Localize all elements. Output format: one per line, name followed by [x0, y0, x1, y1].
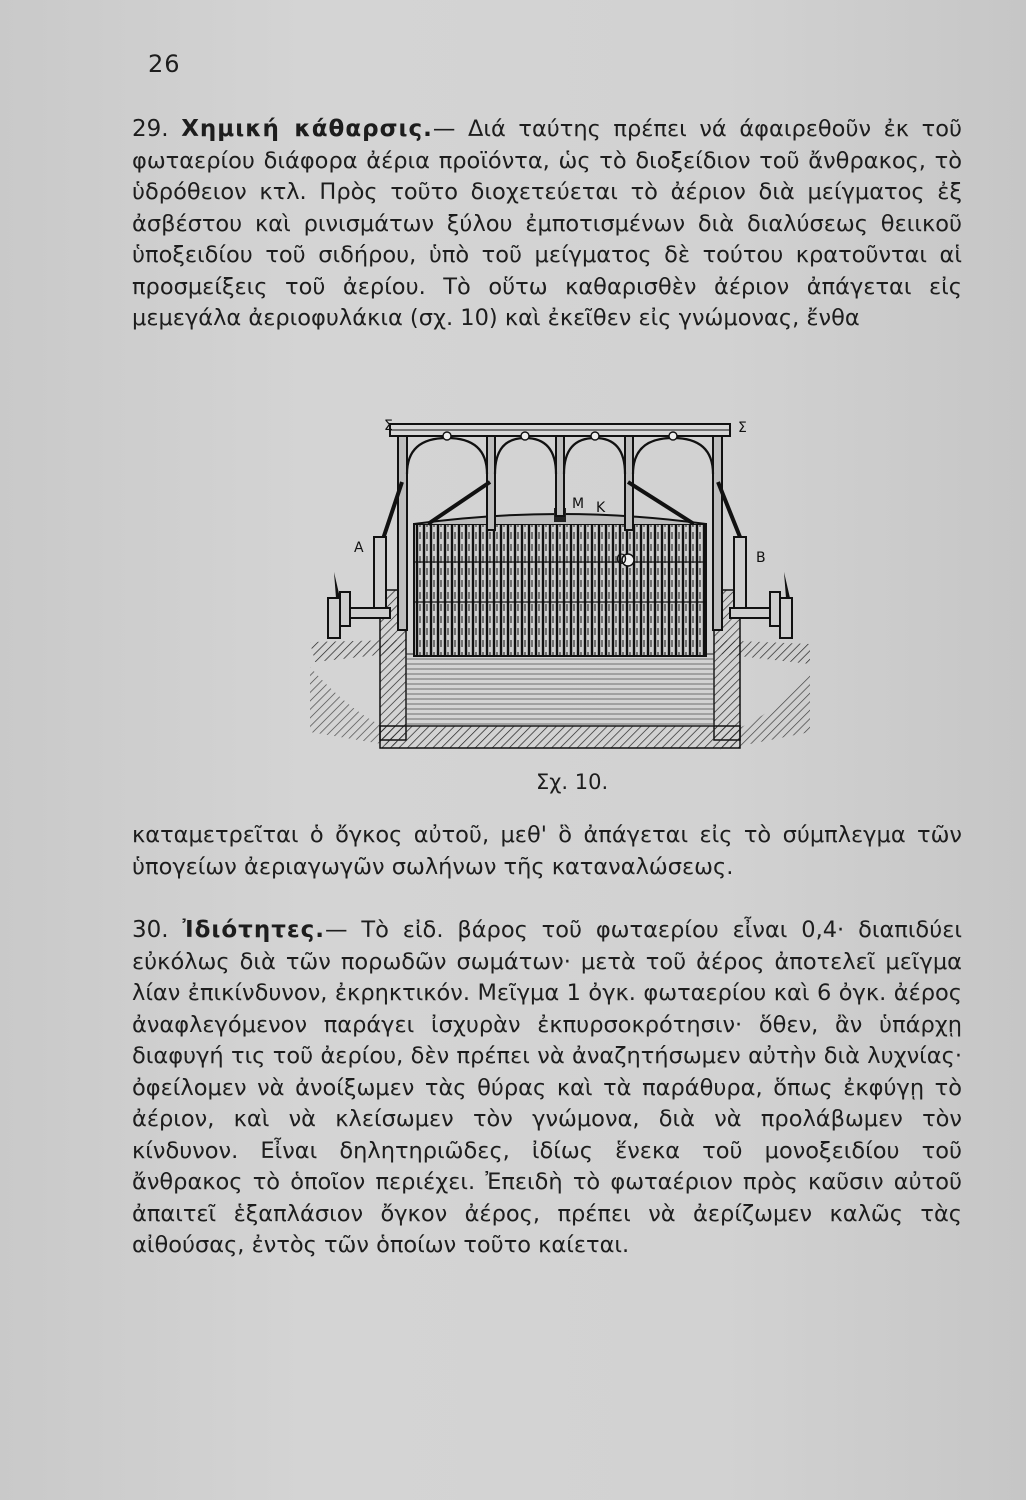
- label-k: Κ: [596, 500, 606, 516]
- label-m: Μ: [572, 496, 585, 512]
- section-30-number: 30.: [132, 917, 169, 943]
- section-30-heading: Ἰδιότητες.: [182, 917, 326, 943]
- label-sigma-right: Σ: [738, 420, 747, 436]
- figure-caption: Σχ. 10.: [536, 770, 609, 794]
- label-sigma-left: Σ: [384, 418, 393, 434]
- section-29-text: — Διά ταύτης πρέπει νά άφαιρεθοῦν ἐκ τοῦ φωταερίου διάφορα ἀέρια προϊόντα, ὡς τὸ διοξείδιον τοῦ ἄνθρακος, τὸ ὑδρόθειον κτλ. Πρὸς τοῦτο διοχετεύεται τὸ ἀέριον διὰ μείγματος ἐξ ἀσβέστου καὶ ρινισμάτων ξύλου ἐμποτισμένων διὰ διαλύσεως θειικοῦ ὑποξειδίου τοῦ σιδήρου, ὑπὸ τοῦ μείγματος δὲ τούτου κρατοῦνται αἱ προσμείξεις τοῦ ἀερίου. Τὸ οὕτω καθαρισθὲν ἀέριον ἀπάγεται εἰς μεμεγάλα ἀεριοφυλάκια (σχ. 10) καὶ ἐκεῖθεν εἰς γνώμονας, ἔνθα: [132, 116, 963, 331]
- page-number: 26: [148, 50, 181, 78]
- section-30-text: — Τὸ εἰδ. βάρος τοῦ φωταερίου εἶναι 0,4· διαπιδύει εὐκόλως διὰ τῶν πορωδῶν σωμάτων· μετὰ τοῦ ἀέρος ἀποτελεῖ μεῖγμα λίαν ἐπικίνδυνον, ἐκρηκτικόν. Μεῖγμα 1 ὀγκ. φωταερίου καὶ 6 ὀγκ. ἀέρος ἀναφλεγόμενον παράγει ἰσχυρὰν ἐκπυρσοκρότησιν· ὅθεν, ἂν ὑπάρχῃ διαφυγή τις τοῦ ἀερίου, δὲν πρέπει νὰ ἀναζητήσωμεν αὐτὴν διὰ λυχνίας· ὀφείλομεν νὰ ἀνοίξωμεν τὰς θύρας καὶ τὰ παράθυρα, ὅπως ἐκφύγῃ τὸ ἀέριον, καὶ νὰ κλείσωμεν τὸν γνώμονα, διὰ νὰ προλάβωμεν τὸν κίνδυνον. Εἶναι δηλητηριῶδες, ἰδίως ἕνεκα τοῦ μονοξειδίου τοῦ ἄνθρακος τὸ ὁποῖον περιέχει. Ἐπειδὴ τὸ φωταέριον πρὸς καῦσιν αὐτοῦ ἀπαιτεῖ ἑξαπλάσιον ὄγκον ἀέρος, πρέπει νὰ ἀερίζωμεν καλῶς τὰς αἰθούσας, ἐντὸς τῶν ὁποίων τοῦτο καίεται.: [132, 917, 962, 1258]
- label-o: Ο: [616, 552, 628, 568]
- gasholder-illustration: [310, 412, 810, 764]
- label-a: Α: [354, 540, 364, 556]
- label-b: Β: [756, 550, 766, 566]
- section-30-paragraph: [132, 915, 962, 1262]
- section-29-number: 29.: [132, 116, 169, 142]
- continuation-paragraph: καταμετρεῖται ὁ ὄγκος αὐτοῦ, μεθ' ὃ ἀπάγεται εἰς τὸ σύμπλεγμα τῶν ὑπογείων ἀεριαγωγῶν σωλήνων τῆς καταναλώσεως.: [132, 822, 962, 880]
- section-29-paragraph: [132, 114, 962, 335]
- section-29-heading: Χημική κάθαρσις.: [181, 116, 433, 142]
